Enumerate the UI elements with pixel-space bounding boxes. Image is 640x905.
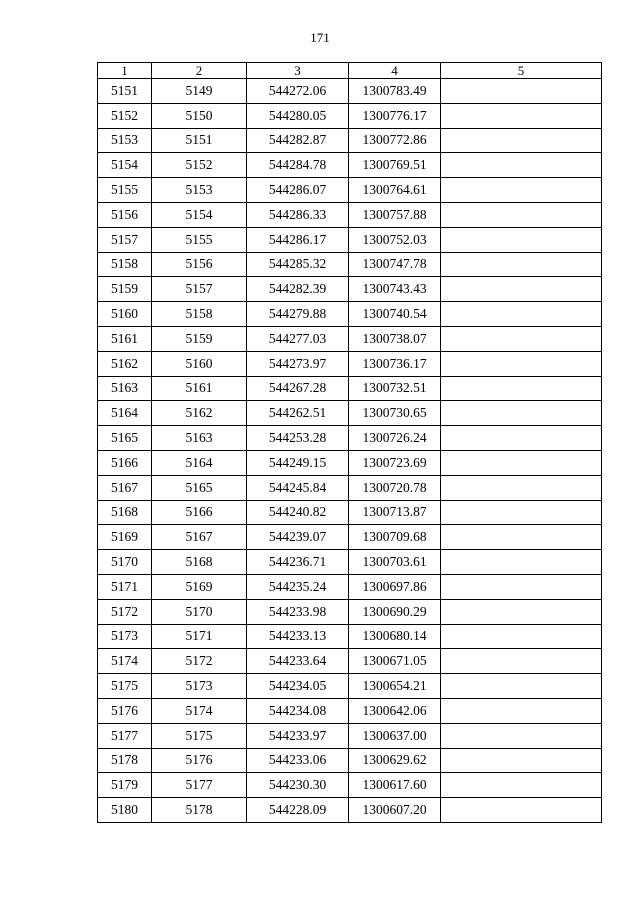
table-cell: 5165 (152, 475, 247, 500)
table-cell: 1300736.17 (349, 351, 441, 376)
table-cell: 1300637.00 (349, 723, 441, 748)
table-cell: 5175 (152, 723, 247, 748)
table-cell: 544272.06 (247, 79, 349, 104)
table-cell: 544277.03 (247, 326, 349, 351)
table-cell: 544286.17 (247, 227, 349, 252)
table-row (98, 550, 602, 575)
table-cell: 5172 (152, 649, 247, 674)
table-cell: 1300732.51 (349, 376, 441, 401)
table-cell: 5156 (98, 202, 152, 227)
table-row (98, 426, 602, 451)
table-cell: 5177 (98, 723, 152, 748)
table-cell (441, 153, 602, 178)
table-cell (441, 202, 602, 227)
coordinates-table (97, 62, 602, 823)
table-row (98, 773, 602, 798)
table-cell: 5160 (152, 351, 247, 376)
table-cell: 1300723.69 (349, 450, 441, 475)
table-row (98, 302, 602, 327)
column-header: 3 (247, 63, 349, 79)
table-cell: 1300690.29 (349, 599, 441, 624)
table-cell: 5178 (98, 748, 152, 773)
table-cell: 5162 (152, 401, 247, 426)
table-cell: 544233.98 (247, 599, 349, 624)
table-cell: 1300726.24 (349, 426, 441, 451)
table-cell: 5166 (98, 450, 152, 475)
table-row (98, 103, 602, 128)
table-cell: 1300713.87 (349, 500, 441, 525)
table-cell: 5177 (152, 773, 247, 798)
table-cell: 5158 (98, 252, 152, 277)
table-cell (441, 426, 602, 451)
table-cell: 544233.64 (247, 649, 349, 674)
table-cell: 1300783.49 (349, 79, 441, 104)
table-cell (441, 550, 602, 575)
table-cell: 1300743.43 (349, 277, 441, 302)
table-cell (441, 599, 602, 624)
column-header: 2 (152, 63, 247, 79)
table-cell (441, 475, 602, 500)
table-cell: 544240.82 (247, 500, 349, 525)
table-cell: 1300703.61 (349, 550, 441, 575)
table-cell: 5151 (152, 128, 247, 153)
table-cell: 544273.97 (247, 351, 349, 376)
table-cell: 5155 (98, 178, 152, 203)
table-cell: 5176 (98, 698, 152, 723)
table-row (98, 153, 602, 178)
table-cell: 1300769.51 (349, 153, 441, 178)
table-cell: 5151 (98, 79, 152, 104)
table-cell (441, 525, 602, 550)
table-row (98, 798, 602, 823)
table-cell: 544285.32 (247, 252, 349, 277)
table-cell: 5149 (152, 79, 247, 104)
table-cell: 544233.13 (247, 624, 349, 649)
table-row (98, 79, 602, 104)
table-row (98, 227, 602, 252)
table-cell: 5161 (152, 376, 247, 401)
table-cell (441, 798, 602, 823)
table-cell: 544267.28 (247, 376, 349, 401)
table-cell: 544282.87 (247, 128, 349, 153)
table-cell: 5155 (152, 227, 247, 252)
table-cell: 5168 (98, 500, 152, 525)
table-cell: 1300730.65 (349, 401, 441, 426)
table-cell: 1300607.20 (349, 798, 441, 823)
table-cell: 5163 (152, 426, 247, 451)
table-cell: 5169 (152, 574, 247, 599)
table-cell: 5174 (152, 698, 247, 723)
table-cell: 1300680.14 (349, 624, 441, 649)
table-cell: 5154 (152, 202, 247, 227)
table-cell: 544228.09 (247, 798, 349, 823)
table-cell: 1300776.17 (349, 103, 441, 128)
table-row (98, 599, 602, 624)
table-cell: 5164 (152, 450, 247, 475)
table-cell: 5170 (152, 599, 247, 624)
table-cell: 5171 (152, 624, 247, 649)
table-cell (441, 674, 602, 699)
table-cell: 544282.39 (247, 277, 349, 302)
column-header: 1 (98, 63, 152, 79)
table-cell: 1300757.88 (349, 202, 441, 227)
table-cell: 1300671.05 (349, 649, 441, 674)
table-cell (441, 128, 602, 153)
table-cell (441, 351, 602, 376)
table-cell: 1300772.86 (349, 128, 441, 153)
table-cell: 1300720.78 (349, 475, 441, 500)
table-row (98, 574, 602, 599)
table-cell: 5171 (98, 574, 152, 599)
column-header: 4 (349, 63, 441, 79)
table-cell: 544284.78 (247, 153, 349, 178)
table-cell: 5163 (98, 376, 152, 401)
table-cell: 5178 (152, 798, 247, 823)
table-row (98, 500, 602, 525)
table-cell (441, 649, 602, 674)
table-row (98, 128, 602, 153)
table-cell: 5153 (152, 178, 247, 203)
table-cell (441, 500, 602, 525)
table-row (98, 748, 602, 773)
table-cell (441, 574, 602, 599)
table-cell (441, 227, 602, 252)
table-row (98, 674, 602, 699)
table-cell: 5157 (152, 277, 247, 302)
table-cell: 5169 (98, 525, 152, 550)
table-cell: 5180 (98, 798, 152, 823)
table-cell: 5157 (98, 227, 152, 252)
table-cell: 5162 (98, 351, 152, 376)
table-row (98, 723, 602, 748)
table-cell (441, 376, 602, 401)
table-cell: 544234.08 (247, 698, 349, 723)
table-cell: 5167 (98, 475, 152, 500)
table-cell: 1300740.54 (349, 302, 441, 327)
table-cell: 5172 (98, 599, 152, 624)
table-body (98, 79, 602, 823)
table-cell: 5152 (152, 153, 247, 178)
column-header: 5 (441, 63, 602, 79)
table-cell: 544280.05 (247, 103, 349, 128)
table-cell: 544253.28 (247, 426, 349, 451)
table-cell: 5160 (98, 302, 152, 327)
table-cell (441, 698, 602, 723)
table-cell (441, 103, 602, 128)
table-cell: 1300709.68 (349, 525, 441, 550)
table-row (98, 252, 602, 277)
table-cell: 544239.07 (247, 525, 349, 550)
table-cell: 544279.88 (247, 302, 349, 327)
table-cell (441, 773, 602, 798)
table-cell: 5164 (98, 401, 152, 426)
table-cell: 5150 (152, 103, 247, 128)
table-cell: 544286.07 (247, 178, 349, 203)
table-cell: 544262.51 (247, 401, 349, 426)
table-row (98, 649, 602, 674)
table-cell (441, 723, 602, 748)
table-cell: 5159 (152, 326, 247, 351)
table-cell: 5158 (152, 302, 247, 327)
table-cell: 544249.15 (247, 450, 349, 475)
table-cell: 1300738.07 (349, 326, 441, 351)
table-cell: 544235.24 (247, 574, 349, 599)
table-row (98, 525, 602, 550)
table-row (98, 277, 602, 302)
table-cell (441, 326, 602, 351)
table-cell (441, 450, 602, 475)
table-cell: 5173 (98, 624, 152, 649)
table-cell: 544233.06 (247, 748, 349, 773)
table-cell (441, 302, 602, 327)
table-cell: 5168 (152, 550, 247, 575)
table-cell: 1300629.62 (349, 748, 441, 773)
table-cell: 544234.05 (247, 674, 349, 699)
table-cell: 5167 (152, 525, 247, 550)
table-row (98, 450, 602, 475)
table-header-row (98, 63, 602, 79)
table-cell: 5166 (152, 500, 247, 525)
table-cell: 5173 (152, 674, 247, 699)
table-cell (441, 748, 602, 773)
table-cell: 5179 (98, 773, 152, 798)
table-cell: 5152 (98, 103, 152, 128)
table-cell: 5176 (152, 748, 247, 773)
table-cell: 544233.97 (247, 723, 349, 748)
table-cell: 5175 (98, 674, 152, 699)
table-cell: 5154 (98, 153, 152, 178)
table-row (98, 376, 602, 401)
table-cell (441, 277, 602, 302)
table-cell: 1300654.21 (349, 674, 441, 699)
table-row (98, 401, 602, 426)
table-cell: 1300752.03 (349, 227, 441, 252)
table-cell (441, 624, 602, 649)
table-row (98, 326, 602, 351)
table-row (98, 202, 602, 227)
table-row (98, 178, 602, 203)
table-cell: 1300617.60 (349, 773, 441, 798)
table-cell: 5165 (98, 426, 152, 451)
table-row (98, 698, 602, 723)
table-cell: 5170 (98, 550, 152, 575)
table-cell: 544286.33 (247, 202, 349, 227)
table-cell: 5174 (98, 649, 152, 674)
table-cell: 5159 (98, 277, 152, 302)
table-cell: 544245.84 (247, 475, 349, 500)
table-cell: 1300747.78 (349, 252, 441, 277)
table-row (98, 475, 602, 500)
table-cell (441, 401, 602, 426)
table-row (98, 624, 602, 649)
table-row (98, 351, 602, 376)
table-cell: 5153 (98, 128, 152, 153)
table-cell: 5156 (152, 252, 247, 277)
table-cell: 5161 (98, 326, 152, 351)
table-cell: 544230.30 (247, 773, 349, 798)
table-cell: 1300642.06 (349, 698, 441, 723)
table-cell: 1300764.61 (349, 178, 441, 203)
table-cell (441, 252, 602, 277)
table-cell (441, 79, 602, 104)
table-cell: 1300697.86 (349, 574, 441, 599)
table-cell: 544236.71 (247, 550, 349, 575)
table-cell (441, 178, 602, 203)
page-number: 171 (310, 30, 330, 45)
